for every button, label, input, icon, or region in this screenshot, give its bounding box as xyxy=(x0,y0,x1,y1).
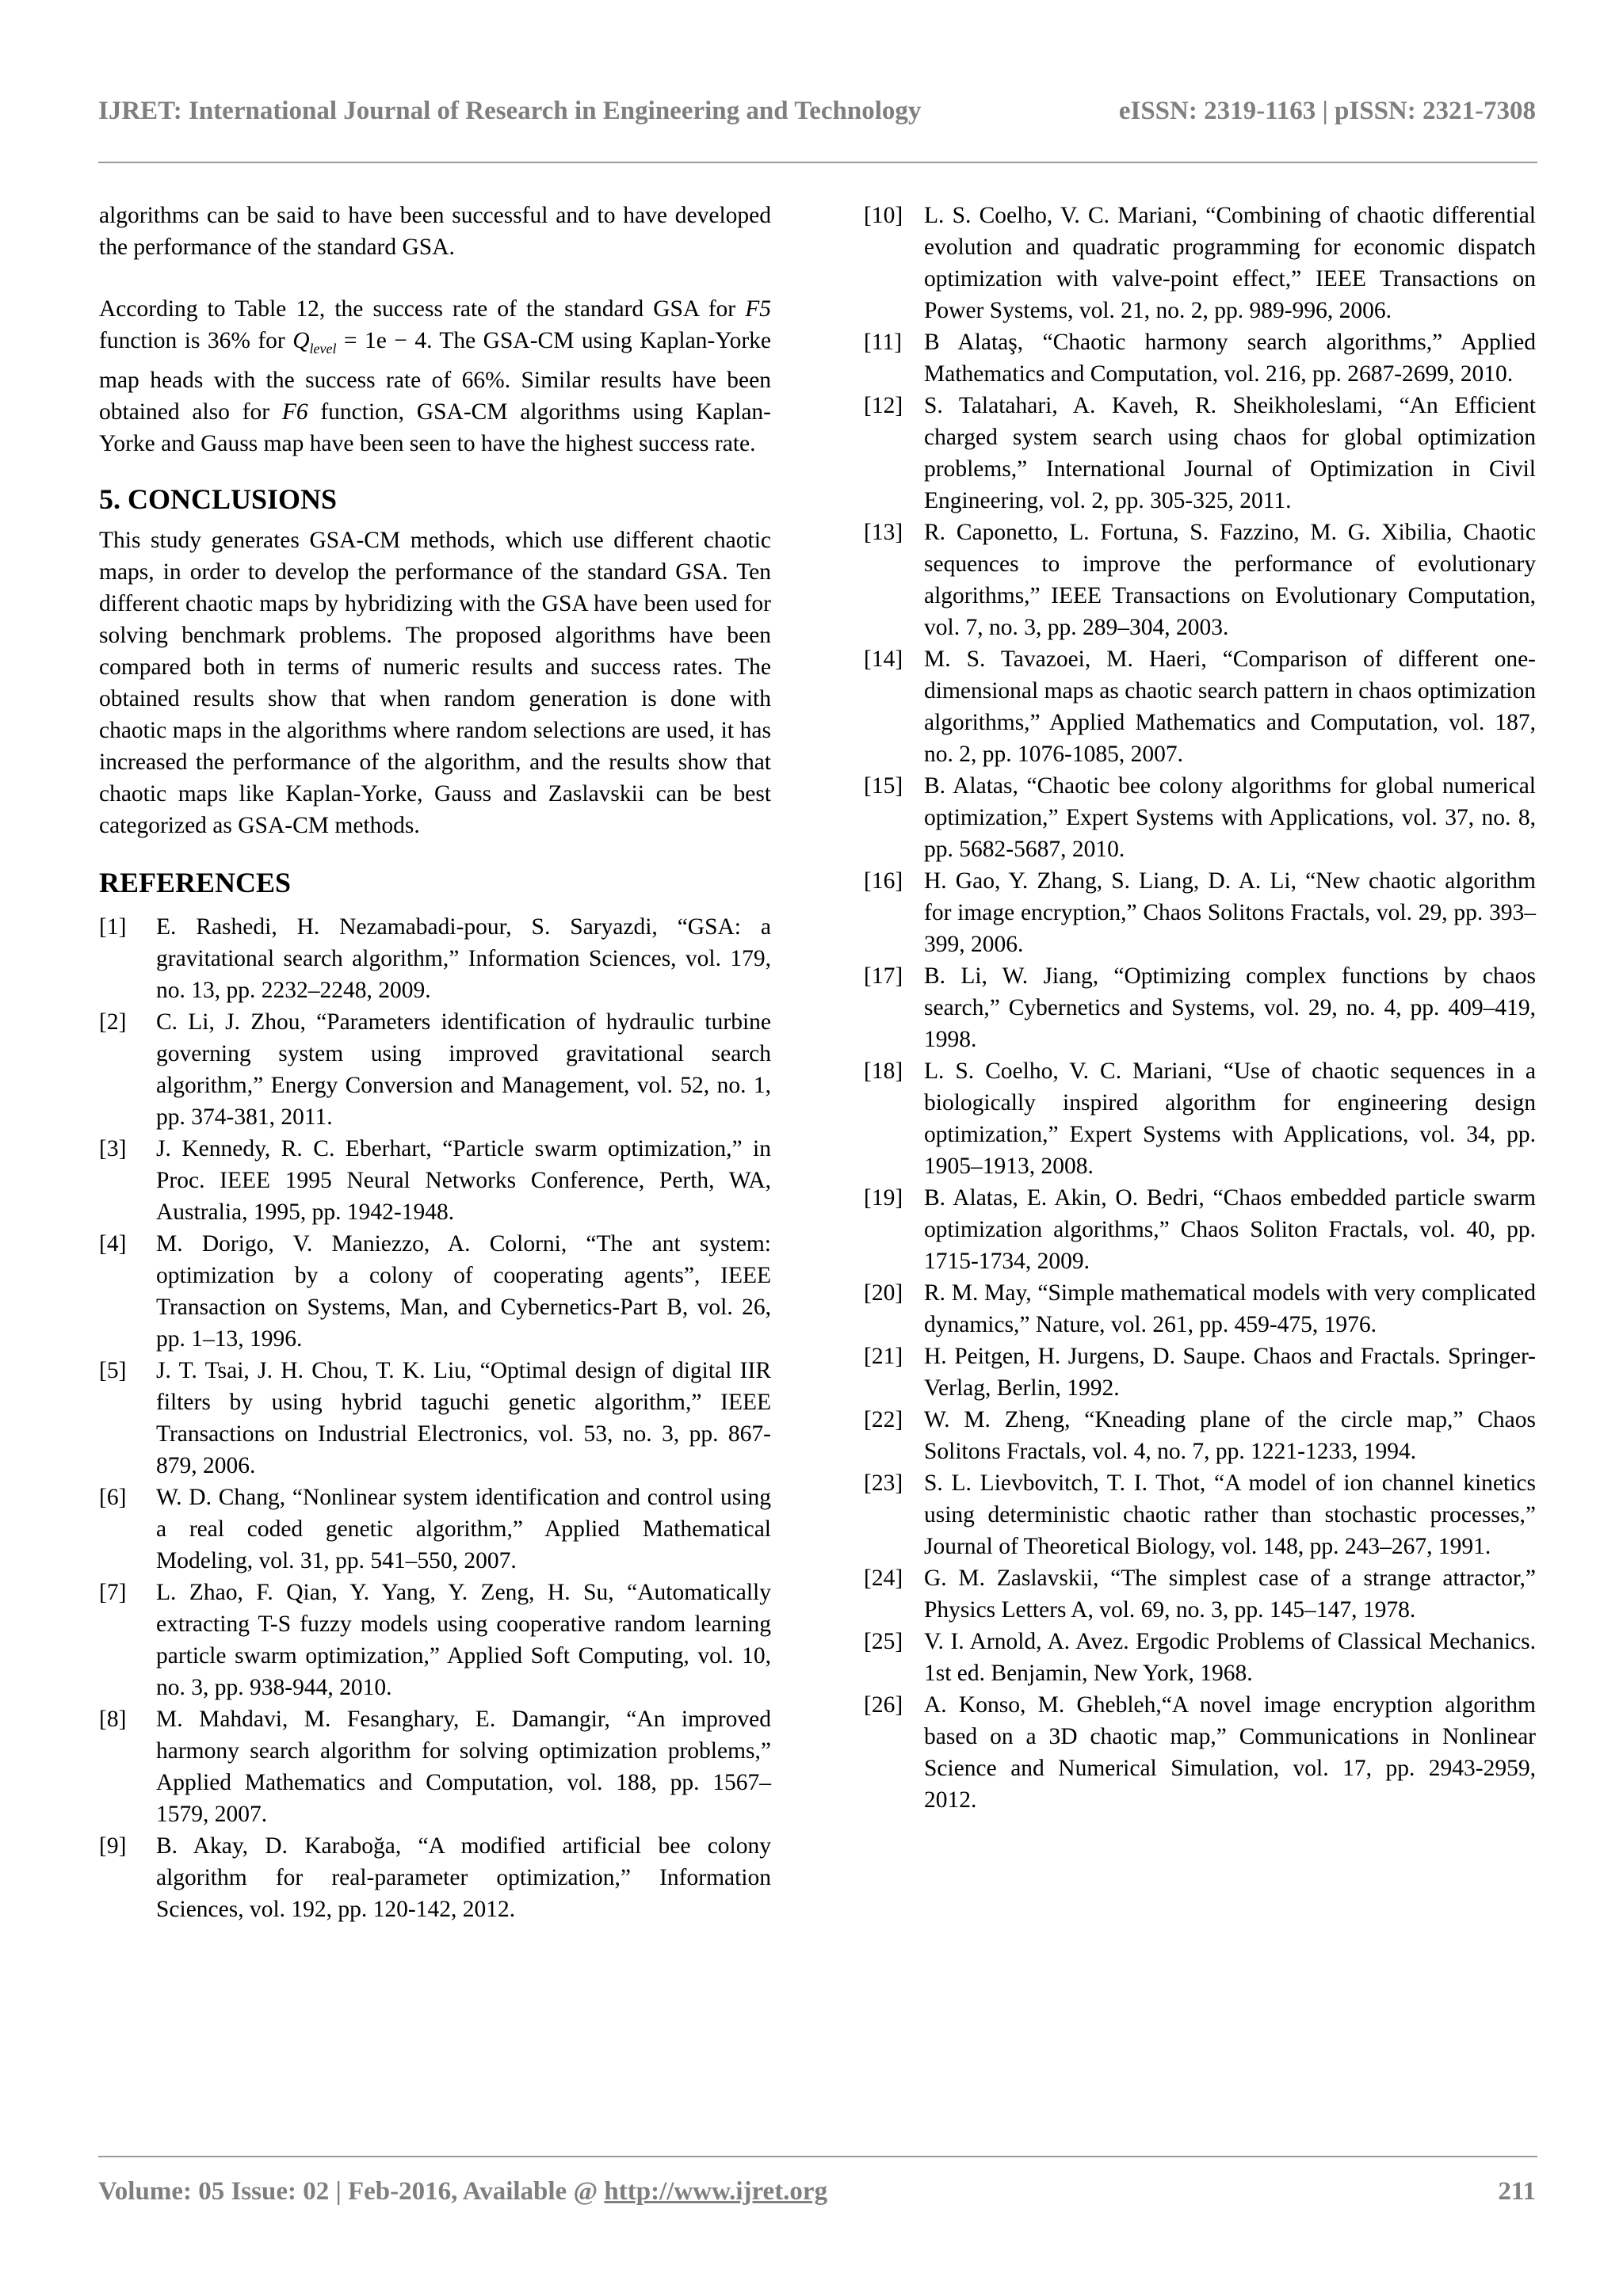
reference-text: R. Caponetto, L. Fortuna, S. Fazzino, M. G. Xibilia, Chaotic sequences to improve the performance of evolutionary algorithms,” IEEE Transactions on Evolutionary Computation, vol. 7, no. 3, pp. 289–304, 2003. xyxy=(924,520,1536,640)
eq-q: Q xyxy=(292,328,310,353)
reference-item xyxy=(864,1689,1536,1816)
conclusions-heading: 5. CONCLUSIONS xyxy=(99,482,338,515)
eq-value: = 1e − 4 xyxy=(336,328,427,353)
results-text-1: According to Table 12, the success rate of the standard GSA for xyxy=(99,296,746,322)
reference-item xyxy=(99,1482,771,1577)
continuation-paragraph: algorithms can be said to have been successful and to have developed the performance of the standard GSA. xyxy=(99,203,771,260)
reference-number: [6] xyxy=(99,1484,127,1510)
reference-item xyxy=(99,911,771,1006)
reference-text: W. D. Chang, “Nonlinear system identification and control using a real coded genetic algorithm,” Applied Mathematical Modeling, vol. 31, pp. 541–550, 2007. xyxy=(156,1484,771,1573)
reference-text: M. Dorigo, V. Maniezzo, A. Colorni, “The ant system: optimization by a colony of cooperating agents”, IEEE Transaction on Systems, Man, and Cybernetics-Part B, vol. 26, pp. 1–13, 1996. xyxy=(156,1230,771,1352)
header-divider xyxy=(98,162,1537,163)
reference-text: W. M. Zheng, “Kneading plane of the circle map,” Chaos Solitons Fractals, vol. 4, no. 7, pp. 1221-1233, 1994. xyxy=(924,1407,1536,1464)
reference-text: B. Li, W. Jiang, “Optimizing complex functions by chaos search,” Cybernetics and Systems, vol. 29, no. 4, pp. 409–419, 1998. xyxy=(924,963,1536,1052)
reference-number: [8] xyxy=(99,1706,127,1732)
eq-sub-level: level xyxy=(309,340,337,357)
f6-label: F6 xyxy=(281,399,308,425)
reference-text: L. S. Coelho, V. C. Mariani, “Combining of chaotic differential evolution and quadratic programming for economic dispatch optimization with valve-point effect,” IEEE Transactions on Power Systems, vol. 21, no. 2, pp. 989-996, 2006. xyxy=(924,203,1536,323)
reference-text: J. T. Tsai, J. H. Chou, T. K. Liu, “Optimal design of digital IIR filters by using hybrid taguchi genetic algorithm,” IEEE Transactions on Industrial Electronics, vol. 53, no. 3, pp. 867-879, 2006. xyxy=(156,1357,771,1478)
reference-text: C. Li, J. Zhou, “Parameters identification of hydraulic turbine governing system using improved gravitational search algorithm,” Energy Conversion and Management, vol. 52, no. 1, pp. 374-381, 2011. xyxy=(156,1009,771,1130)
reference-number: [7] xyxy=(99,1579,127,1605)
reference-text: L. S. Coelho, V. C. Mariani, “Use of chaotic sequences in a biologically inspired algorithm for engineering design optimization,” Expert Systems with Applications, vol. 34, pp. 1905–1913, 2008. xyxy=(924,1058,1536,1179)
reference-number: [21] xyxy=(864,1344,903,1369)
reference-item xyxy=(864,1467,1536,1562)
reference-item xyxy=(864,517,1536,643)
reference-item xyxy=(99,1577,771,1703)
reference-item xyxy=(864,1404,1536,1467)
reference-item xyxy=(864,1341,1536,1404)
reference-item xyxy=(864,1277,1536,1341)
reference-item xyxy=(864,865,1536,960)
reference-number: [18] xyxy=(864,1058,903,1084)
reference-item xyxy=(864,200,1536,326)
reference-text: H. Peitgen, H. Jurgens, D. Saupe. Chaos and Fractals. Springer-Verlag, Berlin, 1992. xyxy=(924,1344,1536,1401)
q-level-equation xyxy=(292,328,427,357)
reference-number: [19] xyxy=(864,1185,903,1211)
reference-item xyxy=(864,326,1536,390)
footer-divider xyxy=(98,2156,1537,2157)
page-footer xyxy=(98,2177,1536,2206)
reference-text: V. I. Arnold, A. Avez. Ergodic Problems of Classical Mechanics. 1st ed. Benjamin, New York, 1968. xyxy=(924,1629,1536,1686)
references-list-left xyxy=(99,911,771,1925)
reference-item xyxy=(864,1562,1536,1626)
page-header xyxy=(98,97,1536,126)
reference-text: A. Konso, M. Ghebleh,“A novel image encryption algorithm based on a 3D chaotic map,” Communications in Nonlinear Science and Numerical Simulation, vol. 17, pp. 2943-2959, 2012. xyxy=(924,1692,1536,1813)
reference-item xyxy=(864,1055,1536,1182)
reference-number: [11] xyxy=(864,330,903,355)
reference-text: L. Zhao, F. Qian, Y. Yang, Y. Zeng, H. Su, “Automatically extracting T-S fuzzy models using cooperative random learning particle swarm optimization,” Applied Soft Computing, vol. 10, no. 3, pp. 938-944, 2010. xyxy=(156,1579,771,1700)
reference-number: [17] xyxy=(864,963,903,989)
reference-text: M. S. Tavazoei, M. Haeri, “Comparison of different one-dimensional maps as chaotic search pattern in chaos optimization algorithms,” Applied Mathematics and Computation, vol. 187, no. 2, pp. 1076-1085, 2007. xyxy=(924,646,1536,767)
reference-number: [26] xyxy=(864,1692,903,1718)
reference-number: [22] xyxy=(864,1407,903,1432)
reference-number: [5] xyxy=(99,1357,127,1383)
reference-item xyxy=(99,1228,771,1355)
reference-text: H. Gao, Y. Zhang, S. Liang, D. A. Li, “New chaotic algorithm for image encryption,” Chaos Solitons Fractals, vol. 29, pp. 393–399, 2006. xyxy=(924,868,1536,957)
reference-item xyxy=(864,1182,1536,1277)
journal-title: IJRET: International Journal of Research in Engineering and Technology xyxy=(98,97,922,125)
reference-text: S. Talatahari, A. Kaveh, R. Sheikholeslami, “An Efficient charged system search using chaos for global optimization problems,” International Journal of Optimization in Civil Engineering, vol. 2, pp. 305-325, 2011. xyxy=(924,393,1536,513)
reference-item xyxy=(99,1703,771,1830)
reference-number: [12] xyxy=(864,393,903,418)
reference-text: M. Mahdavi, M. Fesanghary, E. Damangir, “An improved harmony search algorithm for solving optimization problems,” Applied Mathematics and Computation, vol. 188, pp. 1567–1579, 2007. xyxy=(156,1706,771,1827)
reference-text: B. Akay, D. Karaboğa, “A modified artificial bee colony algorithm for real-parameter optimization,” Information Sciences, vol. 192, pp. 120-142, 2012. xyxy=(156,1833,771,1922)
reference-number: [1] xyxy=(99,913,127,940)
f5-label: F5 xyxy=(745,296,771,322)
results-text-4: function, GSA-CM algorithms using Kaplan-Yorke and Gauss map have been seen to have the highest success rate. xyxy=(99,399,771,456)
reference-number: [14] xyxy=(864,646,903,672)
reference-number: [4] xyxy=(99,1230,127,1257)
reference-text: B. Alatas, “Chaotic bee colony algorithms for global numerical optimization,” Expert Systems with Applications, vol. 37, no. 8, pp. 5682-5687, 2010. xyxy=(924,773,1536,862)
reference-text: S. L. Lievbovitch, T. I. Thot, “A model of ion channel kinetics using deterministic chaotic rather than stochastic processes,” Journal of Theoretical Biology, vol. 148, pp. 243–267, 1991. xyxy=(924,1470,1536,1559)
reference-text: G. M. Zaslavskii, “The simplest case of a strange attractor,” Physics Letters A, vol. 69, no. 3, pp. 145–147, 1978. xyxy=(924,1566,1536,1623)
reference-number: [24] xyxy=(864,1566,903,1591)
reference-number: [16] xyxy=(864,868,903,894)
journal-link[interactable]: http://www.ijret.org xyxy=(604,2177,828,2206)
results-paragraph xyxy=(99,293,771,460)
right-column xyxy=(864,200,1536,1816)
reference-text: R. M. May, “Simple mathematical models with very complicated dynamics,” Nature, vol. 261, pp. 459-475, 1976. xyxy=(924,1280,1536,1337)
reference-text: J. Kennedy, R. C. Eberhart, “Particle swarm optimization,” in Proc. IEEE 1995 Neural Networks Conference, Perth, WA, Australia, 1995, pp. 1942-1948. xyxy=(156,1135,771,1225)
reference-item xyxy=(864,643,1536,770)
reference-number: [10] xyxy=(864,203,903,228)
reference-item xyxy=(99,1355,771,1482)
reference-item xyxy=(99,1006,771,1133)
reference-text: B. Alatas, E. Akin, O. Bedri, “Chaos embedded particle swarm optimization algorithms,” Chaos Soliton Fractals, vol. 40, pp. 1715-1734, 2009. xyxy=(924,1185,1536,1274)
reference-item xyxy=(864,960,1536,1055)
reference-text: B Alataş, “Chaotic harmony search algorithms,” Applied Mathematics and Computation, vol. 216, pp. 2687-2699, 2010. xyxy=(924,330,1536,387)
issn-info: eISSN: 2319-1163 | pISSN: 2321-7308 xyxy=(1118,97,1536,125)
page-number: 211 xyxy=(1498,2177,1536,2206)
reference-number: [3] xyxy=(99,1135,127,1161)
reference-text: E. Rashedi, H. Nezamabadi-pour, S. Saryazdi, “GSA: a gravitational search algorithm,” Information Sciences, vol. 179, no. 13, pp. 2232–2248, 2009. xyxy=(156,913,771,1003)
references-list-right xyxy=(864,200,1536,1816)
reference-number: [20] xyxy=(864,1280,903,1306)
conclusions-paragraph: This study generates GSA-CM methods, which use different chaotic maps, in order to develop the performance of the standard GSA. Ten different chaotic maps by hybridizing with the GSA have been used for solving benchmark problems. The proposed algorithms have been compared both in terms of numeric results and success rates. The obtained results show that when random generation is done with chaotic maps in the algorithms where random selections are used, it has increased the performance of the algorithm, and the results show that chaotic maps like Kaplan-Yorke, Gauss and Zaslavskii can be best categorized as GSA-CM methods. xyxy=(99,527,771,838)
reference-number: [23] xyxy=(864,1470,903,1496)
results-text-3: . The GSA-CM using Kaplan-Yorke map heads with the success rate of 66%. Similar results have been obtained also for xyxy=(99,328,771,425)
reference-item xyxy=(864,770,1536,865)
reference-item xyxy=(864,390,1536,517)
reference-item xyxy=(864,1626,1536,1689)
reference-number: [9] xyxy=(99,1833,127,1859)
results-text-2: function is 36% for xyxy=(99,328,293,353)
left-column xyxy=(99,200,771,1925)
references-heading: REFERENCES xyxy=(99,866,292,898)
reference-item xyxy=(99,1830,771,1925)
reference-item xyxy=(99,1133,771,1228)
reference-number: [25] xyxy=(864,1629,903,1654)
volume-text: Volume: 05 Issue: 02 | Feb-2016, Available @ xyxy=(98,2177,605,2206)
reference-number: [13] xyxy=(864,520,903,545)
reference-number: [15] xyxy=(864,773,903,799)
volume-info xyxy=(98,2177,827,2206)
reference-number: [2] xyxy=(99,1009,127,1035)
